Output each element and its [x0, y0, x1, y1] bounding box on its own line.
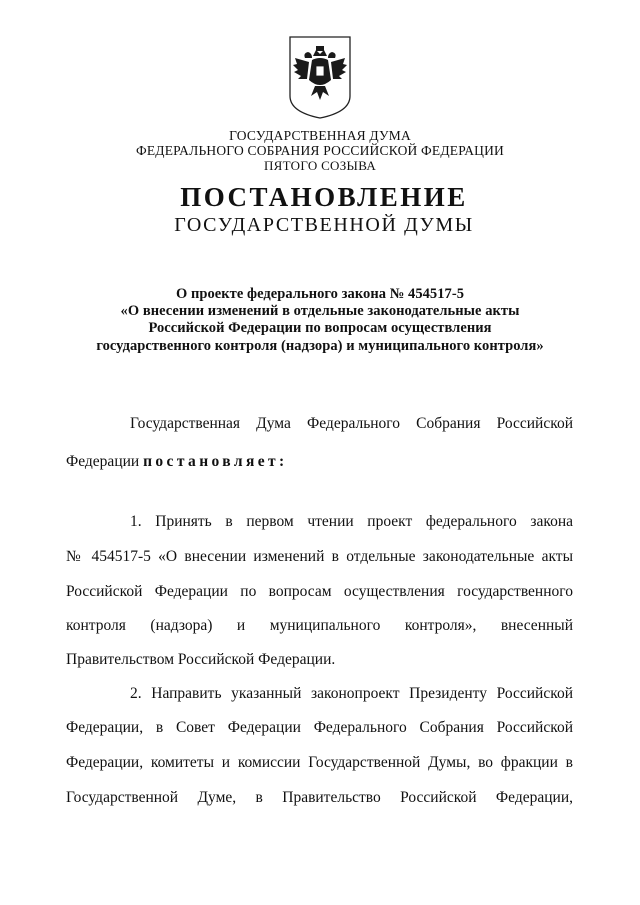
preamble-line-2 — [66, 452, 573, 472]
subject-line-3: Российской Федерации по вопросам осуществления — [148, 320, 492, 336]
preamble-line-1: Государственная Дума Федерального Собрания Российской — [130, 415, 573, 432]
subject-line-4: государственного контроля (надзора) и муниципального контроля» — [96, 338, 544, 354]
item-1-line-4: контроля (надзора) и муниципального контроля», внесенный — [66, 617, 573, 634]
item-2-line-1: 2. Направить указанный законопроект Президенту Российской — [130, 685, 573, 702]
item-2-line-2: Федерации, в Совет Федерации Федерального Собрания Российской — [66, 719, 573, 736]
subject-line-2: «О внесении изменений в отдельные законодательные акты — [120, 303, 520, 319]
item-1-line-5: Правительством Российской Федерации. — [66, 651, 336, 668]
org-line-3: ПЯТОГО СОЗЫВА — [263, 158, 377, 173]
emblem-icon — [287, 34, 353, 120]
org-line-1: ГОСУДАРСТВЕННАЯ ДУМА — [229, 128, 411, 143]
preamble-line-2-start: Федерации — [66, 453, 144, 470]
item-1-line-1: 1. Принять в первом чтении проект федерального закона — [130, 513, 573, 530]
item-2-line-3: Федерации, комитеты и комиссии Государственной Думы, во фракции в — [66, 754, 573, 771]
item-1-line-3: Российской Федерации по вопросам осуществления государственного — [66, 583, 573, 600]
document-subtitle: ГОСУДАРСТВЕННОЙ ДУМЫ — [174, 214, 474, 236]
item-2-line-4: Государственной Думе, в Правительство Российской Федерации, — [66, 789, 573, 806]
document-title: ПОСТАНОВЛЕНИЕ — [180, 182, 468, 212]
item-1-line-2: № 454517-5 «О внесении изменений в отдельные законодательные акты — [66, 548, 573, 565]
preamble-resolves: постановляет: — [143, 453, 288, 470]
org-line-2: ФЕДЕРАЛЬНОГО СОБРАНИЯ РОССИЙСКОЙ ФЕДЕРАЦИИ — [136, 143, 504, 158]
subject-line-1: О проекте федерального закона № 454517-5 — [175, 286, 465, 302]
